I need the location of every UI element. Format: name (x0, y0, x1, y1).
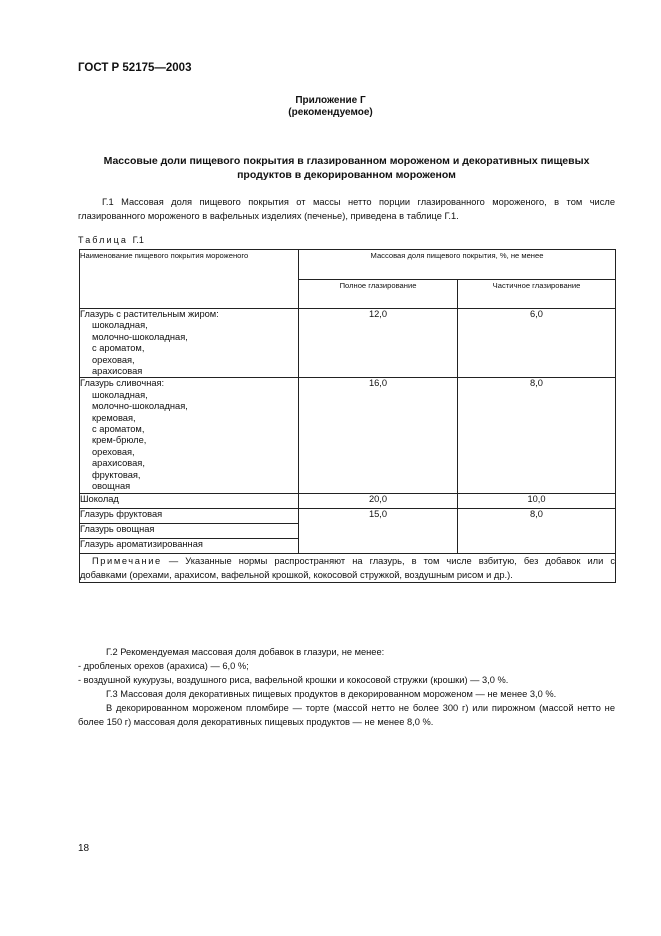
row-name: Глазурь ароматизированная (80, 538, 299, 553)
value-partial-glazing: 8,0 (458, 378, 616, 493)
row-item: крем-брюле, (92, 435, 147, 446)
table-row (80, 493, 616, 508)
row-item: молочно-шоколадная, (92, 401, 188, 412)
table-row (80, 309, 616, 378)
row-item: овощная (92, 481, 131, 492)
recommendations-block (78, 645, 615, 729)
row-item: фруктовая, (92, 469, 141, 480)
value-partial-glazing: 6,0 (458, 309, 616, 378)
value-partial-glazing: 10,0 (458, 493, 616, 508)
paragraph-decorated-line-1: В декорированном мороженом пломбире — торте (массой нетто не более 300 г) или пирожном (массой нетто не (106, 703, 615, 713)
table-note (80, 553, 616, 582)
table-caption-word: Таблица (78, 235, 128, 245)
table-caption (78, 235, 144, 245)
note-label: Примечание (92, 555, 162, 566)
paragraph-decorated-line-2: более 150 г) массовая доля декоративных пищевых продуктов — не менее 8,0 %. (78, 717, 434, 727)
header-mass-share: Массовая доля пищевого покрытия, %, не менее (299, 250, 616, 280)
table-row (80, 378, 616, 493)
value-full-glazing: 16,0 (299, 378, 458, 493)
paragraph-g1 (78, 195, 615, 223)
paragraph-g1-line-2: глазированного мороженого в вафельных изделиях (печенье), приведена в таблице Г.1. (78, 211, 459, 221)
note-line-1 (80, 554, 615, 568)
table-row (80, 508, 616, 523)
page-number: 18 (78, 843, 90, 854)
table-caption-number: Г.1 (132, 235, 144, 245)
heading-line-2: продуктов в декорированном мороженом (237, 169, 456, 181)
table-note-row (80, 553, 616, 582)
document-code: ГОСТ Р 52175—2003 (78, 62, 192, 74)
row-item: кремовая, (92, 412, 136, 423)
row-name-cell (80, 378, 299, 493)
header-coating-name: Наименование пищевого покрытия мороженого (80, 250, 299, 309)
row-item: ореховая, (92, 354, 135, 365)
section-heading (78, 154, 615, 182)
row-name: Глазурь фруктовая (80, 508, 299, 523)
row-name: Глазурь сливочная: (80, 378, 165, 389)
header-partial-glazing: Частичное глазирование (458, 279, 616, 309)
header-full-glazing: Полное глазирование (299, 279, 458, 309)
value-partial-glazing-group: 8,0 (458, 508, 616, 553)
row-item: шоколадная, (92, 389, 148, 400)
list-item: - воздушной кукурузы, воздушного риса, вафельной крошки и кокосовой стружки (крошки) — 3,0 %. (78, 675, 509, 685)
table-header-row (80, 250, 616, 280)
row-item: ореховая, (92, 446, 135, 457)
row-name: Шоколад (80, 493, 299, 508)
row-item: шоколадная, (92, 320, 148, 331)
annex-title-block (0, 95, 661, 119)
row-item: с ароматом, (92, 343, 145, 354)
row-item: арахисовая, (92, 458, 145, 469)
value-full-glazing: 12,0 (299, 309, 458, 378)
heading-line-1: Массовые доли пищевого покрытия в глазированном мороженом и декоративных пищевых (103, 155, 590, 167)
value-full-glazing: 20,0 (299, 493, 458, 508)
row-name: Глазурь овощная (80, 523, 299, 538)
note-text: — Указанные нормы распространяют на глазурь, в том числе взбитую, без добавок или с (161, 555, 615, 566)
row-item: молочно-шоколадная, (92, 331, 188, 342)
value-full-glazing-group: 15,0 (299, 508, 458, 553)
annex-title: Приложение Г (295, 95, 366, 106)
row-item: с ароматом, (92, 424, 145, 435)
paragraph-g1-line-1: Г.1 Массовая доля пищевого покрытия от массы нетто порции глазированного мороженого, в том числе (102, 197, 615, 207)
paragraph-g3: Г.3 Массовая доля декоративных пищевых продуктов в декорированном мороженом — не менее 3,0 %. (106, 689, 557, 699)
row-name: Глазурь с растительным жиром: (80, 309, 219, 319)
list-item: - дробленых орехов (арахиса) — 6,0 %; (78, 661, 249, 671)
note-line-2: добавками (орехами, арахисом, вафельной крошкой, кокосовой стружкой, воздушным рисом и др.). (80, 569, 513, 580)
annex-status: (рекомендуемое) (288, 107, 373, 118)
paragraph-g2: Г.2 Рекомендуемая массовая доля добавок в глазури, не менее: (106, 647, 385, 657)
row-name-cell (80, 309, 299, 378)
coating-share-table (79, 249, 616, 583)
row-item: арахисовая (92, 366, 143, 377)
